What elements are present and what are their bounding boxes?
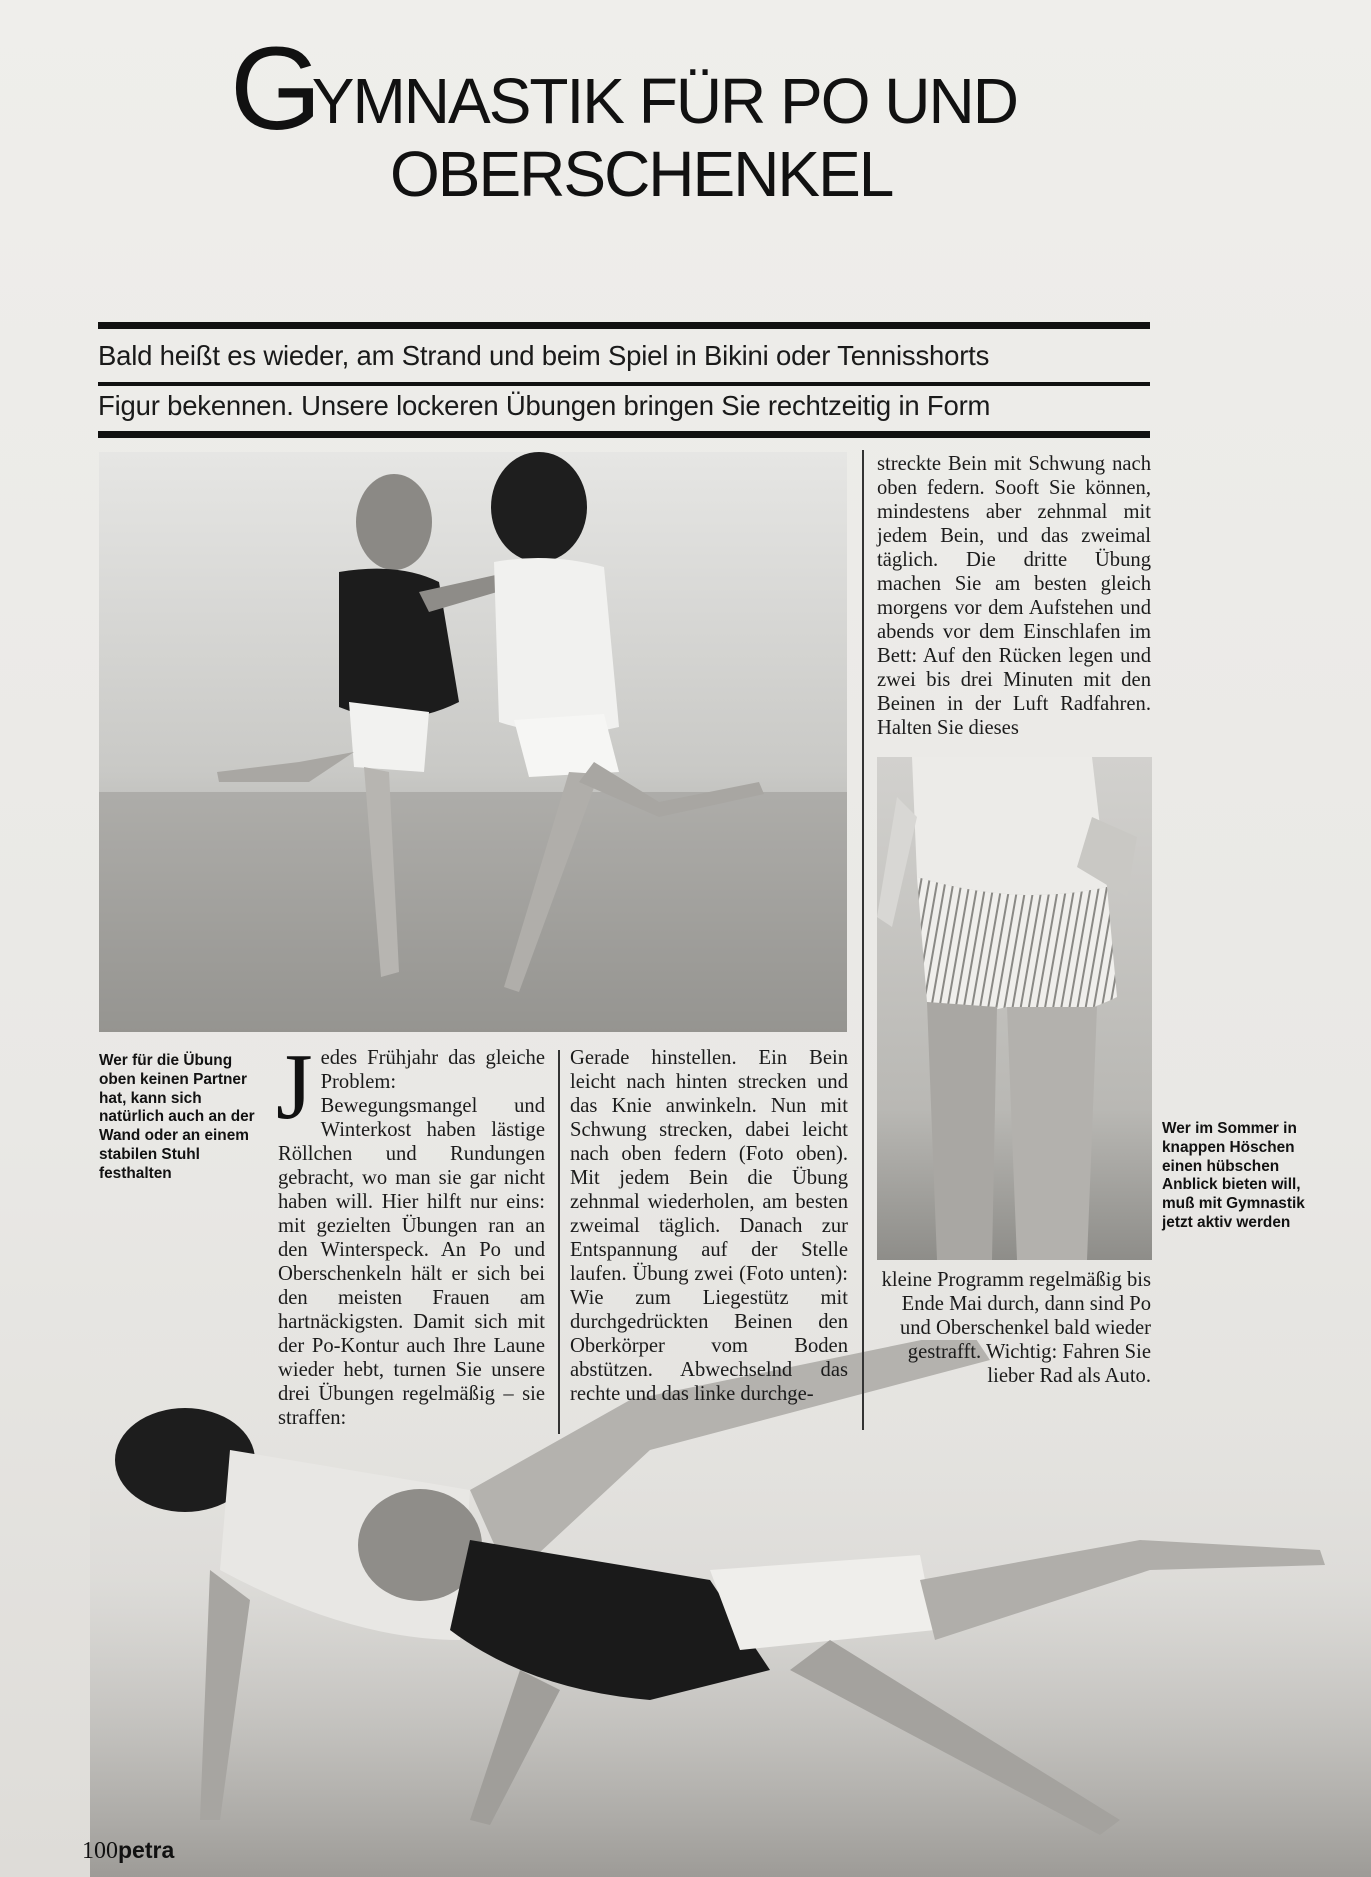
title-line-1 <box>230 23 1030 155</box>
column-divider-1 <box>558 1050 560 1434</box>
article-column-2 <box>570 1046 848 1406</box>
title-line-2: OBERSCHENKEL <box>390 138 893 210</box>
article-title <box>230 23 1030 210</box>
subtitle-line-1: Bald heißt es wieder, am Strand und beim Spiel in Bikini oder Tennisshorts <box>98 340 990 371</box>
photo-partner-exercise <box>99 452 847 1032</box>
article-column-2-text: Gerade hinstellen. Ein Bein leicht nach hinten strecken und das Knie anwinkeln. Nun mit Schwung strecken, dabei leicht nach oben federn (Foto oben). Mit jedem Bein die Übung zehnmal wiederholen, am besten zweimal täglich. Danach zur Entspannung auf der Stelle laufen. Übung zwei (Foto unten): Wie zum Liegestütz mit durchgedrückten Beinen den Oberkörper vom Boden abstützen. Abwechselnd das rechte und das linke durchge- <box>570 1047 848 1405</box>
caption-right-photo: Wer im Sommer in knappen Höschen einen hübschen Anblick bieten will, muß mit Gymnastik jetzt aktiv werden <box>1162 1120 1305 1231</box>
photo-woman-from-behind <box>877 757 1152 1260</box>
subtitle-rule-bottom <box>98 431 1150 438</box>
subtitle-rule-middle <box>98 382 1150 386</box>
subtitle-line-2: Figur bekennen. Unsere lockeren Übungen bringen Sie rechtzeitig in Form <box>98 390 991 421</box>
article-dropcap: J <box>276 1035 313 1139</box>
page-number: 100 <box>82 1838 118 1864</box>
title-line-1-rest: YMNASTIK FÜR PO UND <box>311 65 1017 137</box>
article-column-3-top <box>877 452 1151 740</box>
article-column-1-text: edes Frühjahr das gleiche Problem: Bewegungsmangel und Winterkost haben lästige Röllchen und Rundungen gebracht, wo man sie gar nicht haben will. Hier hilft nur eins: mit gezielten Übungen ran an den Winterspeck. An Po und Oberschenkeln hält er sich bei den meisten Frauen am hartnäckigsten. Damit sich mit der Po-Kontur auch Ihre Laune wieder hebt, turnen Sie unsere drei Übungen regelmäßig – sie straffen: <box>278 1047 545 1429</box>
article-column-1 <box>276 1035 545 1430</box>
title-initial: G <box>230 23 318 155</box>
caption-top-photo: Wer für die Übung oben keinen Partner hat, kann sich natürlich auch an der Wand oder an einem stabilen Stuhl festhalten <box>99 1052 255 1182</box>
page-folio <box>82 1837 174 1865</box>
column-divider-2 <box>862 450 864 1430</box>
subtitle-rule-top <box>98 322 1150 329</box>
article-column-3-bottom-text: kleine Programm regelmäßig bis Ende Mai durch, dann sind Po und Oberschenkel bald wieder gestrafft. Wichtig: Fahren Sie lieber Rad als Auto. <box>881 1269 1151 1387</box>
magazine-name: petra <box>118 1837 175 1863</box>
article-column-3-top-text: streckte Bein mit Schwung nach oben federn. Sooft Sie können, mindestens aber zehnmal mit jedem Bein, und das zweimal täglich. Die dritte Übung machen Sie am besten gleich morgens vor dem Aufstehen und abends vor dem Einschlafen im Bett: Auf den Rücken legen und zwei bis drei Minuten mit den Beinen in der Luft Radfahren. Halten Sie dieses <box>877 453 1151 739</box>
article-column-3-bottom <box>877 1268 1151 1388</box>
